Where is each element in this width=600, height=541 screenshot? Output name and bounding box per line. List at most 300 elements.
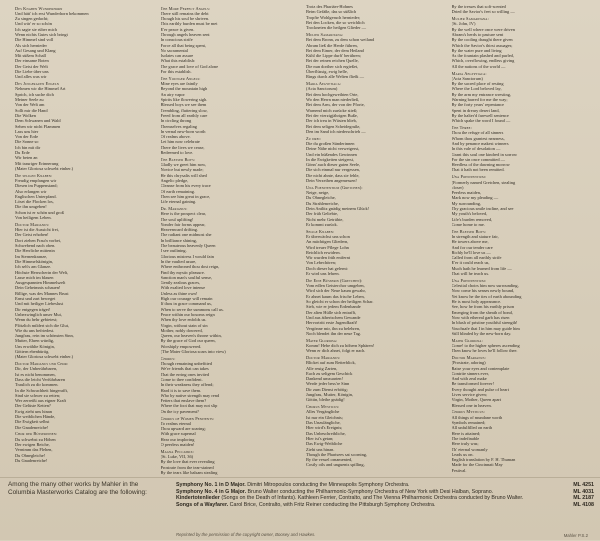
- section-heading: Selige Knaben:: [306, 228, 335, 234]
- section-heading: Una Poenitentium (Gretchen):: [306, 184, 363, 190]
- text-line: Though remaining unbefitted: [160, 361, 212, 367]
- text-line: Ernst und zart beweget: [15, 296, 56, 302]
- text-line: Vernimm das Flehen,: [15, 447, 53, 453]
- text-line: Auf Gesang und Klang: [15, 47, 56, 53]
- section-heading: Doctor Marianus:: [15, 221, 50, 227]
- section-heading: Chor der Büßerinnen:: [15, 431, 58, 437]
- recording-title: Symphony No. 1 in D Major.: [176, 482, 246, 488]
- text-line: Den im Sand ich niederschrieb —: [306, 128, 366, 134]
- text-line: Die Liebe über uns: [15, 69, 49, 75]
- text-line: Bei dem seligen Scheidegruße,: [306, 123, 361, 129]
- text-line: Sanction man's soulful sense,: [160, 274, 213, 280]
- text-line: With exalted love intense: [160, 285, 206, 291]
- recording-detail: Dimitri Mitropoulos conducting the Minneapolis Symphony Orchestra.: [245, 482, 410, 488]
- text-line: Er ahnet kaum das frische Leben,: [306, 293, 365, 299]
- text-line: Euch zu seligem Geschick: [306, 370, 353, 376]
- text-line: Angelic pledge,: [160, 178, 189, 183]
- text-line: (Mater Gloriosa schwebt einher.): [15, 354, 74, 360]
- section-heading: Chorus of Women Penitents:: [160, 415, 215, 421]
- text-line: Löset die Flocken los,: [15, 199, 54, 205]
- text-line: Glorious mistress I would fain: [160, 253, 214, 259]
- text-line: Prostrate from the tear-stained: [160, 464, 214, 470]
- text-line: All things of mundane worth: [451, 414, 503, 420]
- text-line: Emerging from the sheath of bond,: [451, 309, 513, 315]
- text-line: Lives service given;: [451, 392, 487, 398]
- text-line: Der Geist erhoben!: [15, 232, 49, 238]
- text-line: Th' eternal womanly: [451, 446, 488, 452]
- text-line: That the erring ones invited: [160, 371, 210, 377]
- text-line: Virgin, Mother, Queen apart: [451, 397, 502, 403]
- text-line: Das Unzulängliche,: [306, 420, 341, 426]
- text-line: Von der Welt am: [15, 102, 45, 108]
- text-line: Die Herrliche mittenin: [15, 248, 55, 254]
- column-1: [15, 4, 154, 476]
- text-line: Wir wurden früh entfernt: [306, 255, 351, 261]
- text-line: Heedless of the dawning morrow: [451, 162, 510, 168]
- text-line: closer): [451, 184, 464, 190]
- text-line: That will he teach us.: [451, 271, 490, 277]
- text-line: Sehen wir nicht Flammen: [15, 123, 61, 129]
- text-line: Thou upward are soaring;: [160, 426, 206, 432]
- recording-title: Kindertotenlieder: [176, 495, 220, 502]
- text-line: My surrounding,: [451, 200, 482, 206]
- text-line: Dankend umzuarten!: [306, 376, 343, 382]
- section-heading: Una Poenitentium:: [451, 174, 487, 180]
- recording-description: [176, 502, 552, 509]
- text-line: Vergönne mir, ihn zu belehren,: [306, 325, 361, 331]
- text-line: Alle reuig Zarten,: [306, 365, 338, 371]
- text-line: Und wär' er so schön: [15, 21, 52, 27]
- text-columns: [15, 4, 590, 476]
- text-line: Trembling, fluttering slow,: [160, 107, 208, 113]
- text-line: Leads us on.: [451, 451, 474, 457]
- recording-item: [176, 489, 594, 496]
- text-line: Dir zum Dienst erbötig;: [306, 386, 348, 392]
- catalog-number: ML 4031: [573, 488, 594, 495]
- text-line: Richly he'll love us —: [451, 249, 491, 255]
- text-line: Vom edlen Geisterchor umgeben,: [306, 283, 365, 289]
- text-line: In blush of pristine youthful strength!: [451, 320, 518, 326]
- text-line: Wenn nichts Gutes sich bringt: [15, 31, 68, 37]
- text-line: Du Strahlenreiche,: [306, 200, 339, 206]
- text-line: Abram ließ die Herde führen,: [306, 42, 358, 48]
- text-line: Der alten Hülle sich entrafft,: [306, 309, 357, 315]
- text-line: Englischen Unterpfand.: [15, 193, 57, 199]
- text-line: Nehmen wir die Himmel Art: [15, 86, 66, 92]
- text-line: Bei der reinen reichen Quelle,: [306, 58, 359, 64]
- text-line: Thy gracious smile incline, and see: [451, 205, 514, 211]
- text-line: Then know he loves he'll follow thee.: [451, 348, 518, 354]
- text-line: Werde jeder bess're Sinn: [306, 381, 350, 387]
- section-heading: The Blessed Boys:: [160, 156, 196, 162]
- text-line: Hier ist's getan;: [306, 435, 334, 441]
- text-line: Billige, was des Mannes Brust: [15, 290, 69, 296]
- text-line: Gently zealous graces,: [160, 280, 201, 286]
- text-line: Sprich, ich suche dich: [15, 91, 54, 97]
- section-heading: Doctor Marianus:: [306, 355, 341, 360]
- jacket-code: Mahler P.S.2: [563, 533, 588, 538]
- text-line: Hard it is to save them.: [160, 387, 202, 393]
- text-line: By the halter'd farewell sentence: [451, 112, 509, 118]
- text-line: Neige, neige,: [306, 190, 330, 196]
- text-line: By the arm my entrance wresting,: [451, 91, 511, 97]
- text-line: Where the Lord beloved lay,: [451, 86, 502, 92]
- text-line: Traulich zu dir kommen.: [15, 382, 59, 388]
- text-line: Mit süßem Schall: [15, 53, 46, 59]
- text-line: Hear our imploring: [160, 436, 195, 442]
- text-line: Bei dem Arm, der von der Pforte,: [306, 102, 365, 108]
- text-line: Als sich hernieder: [15, 42, 47, 48]
- text-line: Die nun dorther sich ergießet,: [306, 63, 359, 69]
- text-line: Und hätt' ich erst Wunderhorn bekommen: [15, 10, 89, 16]
- text-line: Hier wird's Ereignis;: [306, 425, 343, 431]
- text-line: Also erlangen wir: [15, 188, 47, 194]
- recording-list: [176, 482, 594, 509]
- section-heading: Des Jungfrauen Engeln: [15, 81, 60, 87]
- text-line: Heavenward drifting.: [160, 227, 199, 233]
- section-heading: Chorus Mysticus:: [306, 404, 340, 410]
- text-line: So gleicht er schon der heiligen Schar.: [306, 299, 374, 305]
- text-line: Mark now my pleading —: [451, 195, 499, 201]
- section-heading: The Three:: [451, 125, 472, 131]
- text-line: Where enthroned thou dost reign,: [160, 264, 220, 270]
- text-line: Who by native strength may rend: [160, 392, 220, 398]
- text-line: When thy love enfolds us.: [160, 317, 207, 323]
- text-line: Der ich treu in Wüsten blieb,: [306, 118, 357, 124]
- column-4: [452, 4, 591, 476]
- catalog-intro: Among the many other works by Mahler in the Columbia Masterworks Catalog are the following:: [8, 481, 147, 497]
- text-line: With grace supernal: [160, 431, 196, 437]
- text-line: Die Gnadenreiche!: [15, 424, 49, 430]
- text-line: Tropfte Wohlgeruch hernieder;: [306, 14, 361, 20]
- text-line: Wird treuer Pflege Lohn: [306, 244, 349, 250]
- text-line: Die weiblichen Hände,: [15, 414, 56, 420]
- text-line: Jungfrau, rein im schönsten Sinn,: [15, 333, 74, 339]
- text-line: Lass uns hier: [15, 128, 39, 134]
- text-line: Von Lebechören;: [306, 260, 337, 266]
- text-line: Er überwächst uns schon: [306, 233, 350, 239]
- text-line: Die Wolken: [15, 112, 36, 118]
- text-line: On the icy pavement?: [160, 408, 199, 414]
- text-line: Warning barred for me the way;: [451, 97, 508, 103]
- text-line: Now come his senses newly bound,: [451, 288, 515, 294]
- text-line: There the lives we cease,: [160, 144, 205, 150]
- text-line: Du Ohnegleiche,: [306, 195, 336, 201]
- text-line: Dir entgegen träget!: [15, 306, 51, 312]
- text-line: That it hath not been remitted.: [451, 167, 505, 173]
- recording-description: [176, 482, 552, 489]
- text-line: Zu singen gedacht;: [15, 16, 49, 22]
- text-line: Mother, nobly dowered,: [160, 327, 203, 333]
- text-line: Ich sagte sie rüber mich: [15, 26, 57, 32]
- recording-detail: Bruno Walter conducting the Philharmonic-Symphony Orchestra of New York with Desi Halban, Soprano.: [246, 488, 494, 495]
- text-line: (Mater Gloriosa schwebt einher.): [15, 165, 74, 171]
- text-line: Zieht uns hinan.: [306, 446, 335, 452]
- text-line: Du Erde: [15, 150, 30, 156]
- catalog-number: ML 4108: [573, 502, 594, 509]
- text-line: All the nations of the world —: [451, 63, 506, 69]
- text-line: Der früh Geliebte,: [306, 211, 339, 217]
- text-line: Come! to the higher spheres ascending: [451, 342, 520, 348]
- text-line: In circling throng: [160, 118, 192, 124]
- text-line: And by penance makest winners: [451, 140, 509, 146]
- text-line: Die ihn umgeben!: [15, 204, 47, 210]
- text-line: No sacramental: [160, 47, 188, 53]
- text-line: Force all that being spent,: [160, 42, 206, 48]
- text-line: Life's burden removed,: [451, 216, 493, 222]
- text-line: Sieh, wie er jedem Erdenbande: [306, 304, 361, 310]
- text-line: Much hath he learned from life —: [451, 265, 512, 271]
- section-heading: Des Knaben Wunderhorn: [15, 5, 63, 11]
- text-line: All unfulfilled on earth: [451, 425, 493, 431]
- section-heading: Una Poenitentium:: [451, 277, 487, 283]
- text-line: Wenn du hehr gebietest;: [15, 317, 58, 323]
- text-line: And with zeal make: [451, 376, 487, 382]
- text-line: Die Himmelskönigin,: [15, 258, 54, 264]
- text-line: Raise your eyes and contemplate: [451, 365, 510, 371]
- text-line: In brilliance shining,: [160, 237, 197, 243]
- text-line: Der einsame Boten: [15, 58, 49, 64]
- text-line: Gönn' auch dieser guten Seele,: [306, 162, 361, 168]
- text-line: Komm! Hebe dich zu höhern Sphären!: [306, 342, 375, 348]
- text-line: Blicket auf zum Retterblick,: [306, 360, 356, 366]
- text-line: Vouchsafe that I in him may guide him: [451, 325, 520, 331]
- recording-description: [176, 489, 552, 496]
- text-line: Kühl die Lippe durft' berühren;: [306, 53, 361, 59]
- text-line: We're friends that can takes: [160, 366, 209, 372]
- text-line: For this establish.: [160, 69, 192, 75]
- text-line: Blessed one in heaven.: [451, 402, 492, 408]
- text-line: Mine eyes are faintly: [160, 81, 198, 87]
- text-line: Und alles was wir: [15, 74, 47, 80]
- text-line: Er kommt zurück.: [306, 221, 338, 227]
- text-line: Und ein büßendes Gewinnen: [306, 151, 357, 157]
- text-line: Von der Erde: [15, 134, 39, 140]
- text-line: There still remains the debt: [160, 10, 209, 16]
- text-line: Still blinded by the new-born day.: [451, 330, 512, 336]
- recording-item: [176, 495, 594, 502]
- text-line: Hervortritt erste Jugendkraft!: [306, 320, 358, 326]
- section-heading: Die Eine Büßerin (Gretchen):: [306, 277, 363, 283]
- text-line: Though the Pharisees sat scorning,: [306, 451, 368, 457]
- text-line: Dass die leicht Verführbaren: [15, 376, 66, 382]
- text-line: Virgin, without stain of sin: [160, 322, 208, 328]
- text-line: When to serve the summons call us.: [160, 306, 224, 312]
- text-line: Called from all earthly strife: [451, 255, 502, 261]
- text-line: Through angels heaven sent: [160, 31, 210, 37]
- text-line: Noch blendet ihn der neue Tag.: [306, 330, 361, 336]
- text-line: Sollt mir die Hand: [15, 107, 48, 113]
- text-line: Made for the Cincinnati May: [451, 462, 503, 468]
- text-line: Cleanse from his every trace: [160, 183, 211, 189]
- text-line: Novice but newly made;: [160, 167, 204, 173]
- text-line: An mächtigen Gliedern,: [306, 239, 349, 245]
- text-line: The grace and love of God alone: [160, 63, 219, 69]
- text-line: Unless as thine own!: [160, 290, 198, 296]
- text-line: Die Sonne so: [15, 139, 39, 145]
- text-line: Die sich einmal nur vergessen,: [306, 167, 360, 173]
- text-line: Hier ist die Aussicht frei,: [15, 227, 60, 233]
- text-line: In strength and stature fair,: [451, 233, 499, 239]
- text-line: Be transformed forever!: [451, 381, 494, 387]
- text-line: Der ewigen Reiche,: [15, 442, 50, 448]
- text-line: Find thy mystic pleasure.: [160, 269, 205, 275]
- text-line: Ewig zieht uns hinan: [15, 408, 52, 414]
- text-line: By the sacred place of resting: [451, 81, 504, 87]
- section-heading: Doctor Marianus:: [451, 355, 486, 360]
- text-line: Peace within our bosoms reign: [160, 311, 215, 317]
- text-line: Themselves regaling: [160, 123, 197, 129]
- text-line: Costly oils and unguents spilling,: [306, 462, 365, 468]
- text-line: Wir beten an: [15, 155, 38, 161]
- text-line: Spirits like flowering sigh.: [160, 97, 208, 103]
- section-heading: Chorus:: [160, 355, 176, 361]
- text-line: Die nicht ahnte, dass sie fehle,: [306, 172, 360, 178]
- recording-item: [176, 482, 594, 489]
- text-line: By the cooling draught there given: [451, 37, 513, 43]
- recording-title: Symphony No. 4 in G Major.: [176, 488, 247, 495]
- text-line: Trotz des Phariäer-Hohnes: [306, 4, 353, 9]
- text-line: Ich bin mit dir: [15, 144, 41, 150]
- text-line: Isolates can assure: [160, 53, 194, 59]
- text-line: (St. Luke, VII, 36): [160, 454, 194, 460]
- text-line: Göttern ebenbürtig.: [15, 349, 50, 354]
- text-line: For the sin once committed —: [451, 156, 506, 162]
- text-line: Der Geist der Welt: [15, 63, 48, 69]
- text-line: Nicht mehr Getrübte,: [306, 216, 344, 222]
- text-line: Where the foot that may not slip: [160, 403, 218, 409]
- text-line: In their weakness they offend;: [160, 382, 214, 388]
- text-line: Im Sternenkranze,: [15, 253, 48, 259]
- text-line: Du Gnadenreiche!: [15, 457, 48, 463]
- section-heading: Chorus Mysticus:: [451, 409, 485, 415]
- section-heading: Mulier Samaritana:: [306, 31, 344, 37]
- text-line: By the well where once were driven: [451, 26, 515, 32]
- text-line: Beyond the mountain high: [160, 86, 208, 92]
- text-line: Dein Verzeihen angemessen!: [306, 178, 357, 183]
- text-line: By the vessel ornamented,: [306, 457, 353, 463]
- text-line: In the vaulted azure,: [160, 258, 197, 264]
- text-line: (Acta Sanctorum): [451, 75, 483, 81]
- text-line: (Prostrate, adoring): [451, 360, 486, 366]
- text-line: What this establish:: [160, 58, 196, 64]
- text-line: Queen, our heaven's throne within,: [160, 333, 222, 339]
- text-line: Every thought and pulse of heart: [451, 386, 509, 392]
- text-line: Bei dem hochgeweihten Orte,: [306, 91, 359, 97]
- text-line: The indefinable: [451, 435, 480, 441]
- text-line: Du Ohnegleiche!: [15, 452, 46, 458]
- text-line: (St. John, IV): [451, 21, 476, 27]
- text-line: This earthly burden must be met: [160, 21, 218, 27]
- recording-title: Songs of a Wayfarer.: [176, 502, 229, 509]
- recording-item: [176, 502, 594, 509]
- text-line: Here is the prospect clear,: [160, 211, 207, 217]
- text-line: I see outlining.: [160, 248, 187, 254]
- text-line: Now with ethereal garb has risen: [451, 314, 510, 320]
- text-line: By the tresses that soft-scented: [451, 4, 506, 9]
- text-line: He towers above me,: [451, 239, 489, 245]
- text-line: Die Himmel sind voll: [15, 37, 54, 43]
- text-line: Die du großen Sünderinnen: [306, 140, 355, 146]
- text-line: Let him now celebrate: [160, 139, 200, 145]
- text-line: An airy vapor: [160, 91, 185, 97]
- text-line: And for our tender care: [451, 244, 493, 250]
- text-line: The soul uplifting!: [160, 216, 194, 222]
- text-line: He this chrysalis will shed: [160, 172, 207, 178]
- text-line: Celestial choirs him now surrounding,: [451, 283, 519, 289]
- text-line: O peerless maiden!: [160, 442, 195, 448]
- text-line: Life eternal gaining.: [160, 199, 197, 205]
- text-line: Göttin, bleibe gnädig!: [306, 397, 345, 403]
- text-line: By the water pure and living: [451, 47, 502, 53]
- text-line: Dir, der Unberührbaren,: [15, 366, 58, 372]
- text-line: Ist nur ein Gleichnis;: [306, 414, 343, 420]
- text-line: Warnend mich zurücke stieß;: [306, 107, 358, 113]
- text-line: Höchste Herrscherin der Welt,: [15, 269, 69, 275]
- text-line: (The Mater Gloriosa soars into view): [160, 349, 226, 354]
- text-line: Yet know he the ties of earth abounding: [451, 293, 522, 299]
- text-line: Reichlich erwidern.: [306, 249, 341, 255]
- text-line: Ich seh's am Glanze.: [15, 264, 52, 270]
- text-line: Er wird uns lehren.: [306, 271, 340, 277]
- text-line: Which spake the word I found —: [451, 118, 511, 124]
- text-line: Of realms above.: [160, 134, 191, 140]
- section-heading: The Blessed Boys:: [451, 228, 487, 234]
- text-line: Beim Gefäße, das so süßlich: [306, 9, 357, 15]
- section-heading: Zu drei:: [306, 135, 321, 141]
- text-line: As the fountain plashed and purled,: [451, 53, 514, 59]
- section-heading: Mulier Samaritana:: [451, 16, 489, 22]
- text-line: Come home to me.: [451, 221, 485, 227]
- text-line: Das Unbeschreibliche,: [306, 430, 346, 436]
- text-line: Thou the refuge of all sinners: [451, 130, 504, 136]
- text-line: In conscious strife: [160, 37, 193, 43]
- text-line: Der Gelüste Ketten?: [15, 403, 51, 409]
- text-line: Dem Schwanen und Wald: [15, 118, 61, 124]
- section-heading: Maria Aegyptiaca:: [306, 81, 342, 87]
- text-line: Wenn er dich ahnet, folgt er nach.: [306, 348, 366, 354]
- text-line: By the love that ever revealing: [160, 459, 215, 465]
- text-line: Plötzlich mildert sich die Glut,: [15, 322, 70, 328]
- recording-description: [176, 495, 552, 502]
- text-line: Lasse mich im blauen: [15, 274, 54, 280]
- catalog-number: ML 4251: [573, 482, 594, 488]
- text-line: Deine Nähe nicht verweigerst,: [306, 146, 360, 152]
- text-line: Come to thee confident.: [160, 376, 203, 382]
- catalog-footer: [0, 477, 600, 541]
- text-line: Blessed boys we see them: [160, 102, 207, 108]
- text-line: Jungfrau, Mutter, Königin,: [306, 392, 354, 398]
- text-line: Diesen im Puppenstand;: [15, 183, 58, 189]
- text-line: Mutter, Ehren würdig,: [15, 338, 55, 344]
- text-line: English translation by F. H. Thuman: [451, 457, 516, 463]
- recording-detail: Carol Brice, Contralto, with Fritz Reiner conducting the Pittsburgh Symphony Orchestra.: [228, 502, 436, 509]
- text-line: E'er peace is given.: [160, 26, 195, 32]
- text-line: In vernal new-born worth: [160, 128, 206, 134]
- text-line: Gladly we greet him now,: [160, 162, 206, 168]
- text-line: Which, overflowing, endless giving: [451, 58, 515, 64]
- text-line: Ist es nicht benommen,: [15, 371, 56, 377]
- text-line: Mit trauriger Erinnerung: [15, 160, 59, 166]
- text-line: He is most holy appearance.: [451, 299, 502, 305]
- section-heading: Magna Peccatrix:: [160, 448, 195, 454]
- text-line: Here truly was;: [451, 441, 479, 447]
- text-line: (Acta Sanctorum): [306, 86, 338, 92]
- text-line: Alles Vergängliche: [306, 409, 340, 415]
- column-2: [161, 4, 300, 476]
- text-line: Dried the Savior's feet so willing —: [451, 9, 515, 15]
- text-line: Then see him great in grace,: [160, 193, 211, 199]
